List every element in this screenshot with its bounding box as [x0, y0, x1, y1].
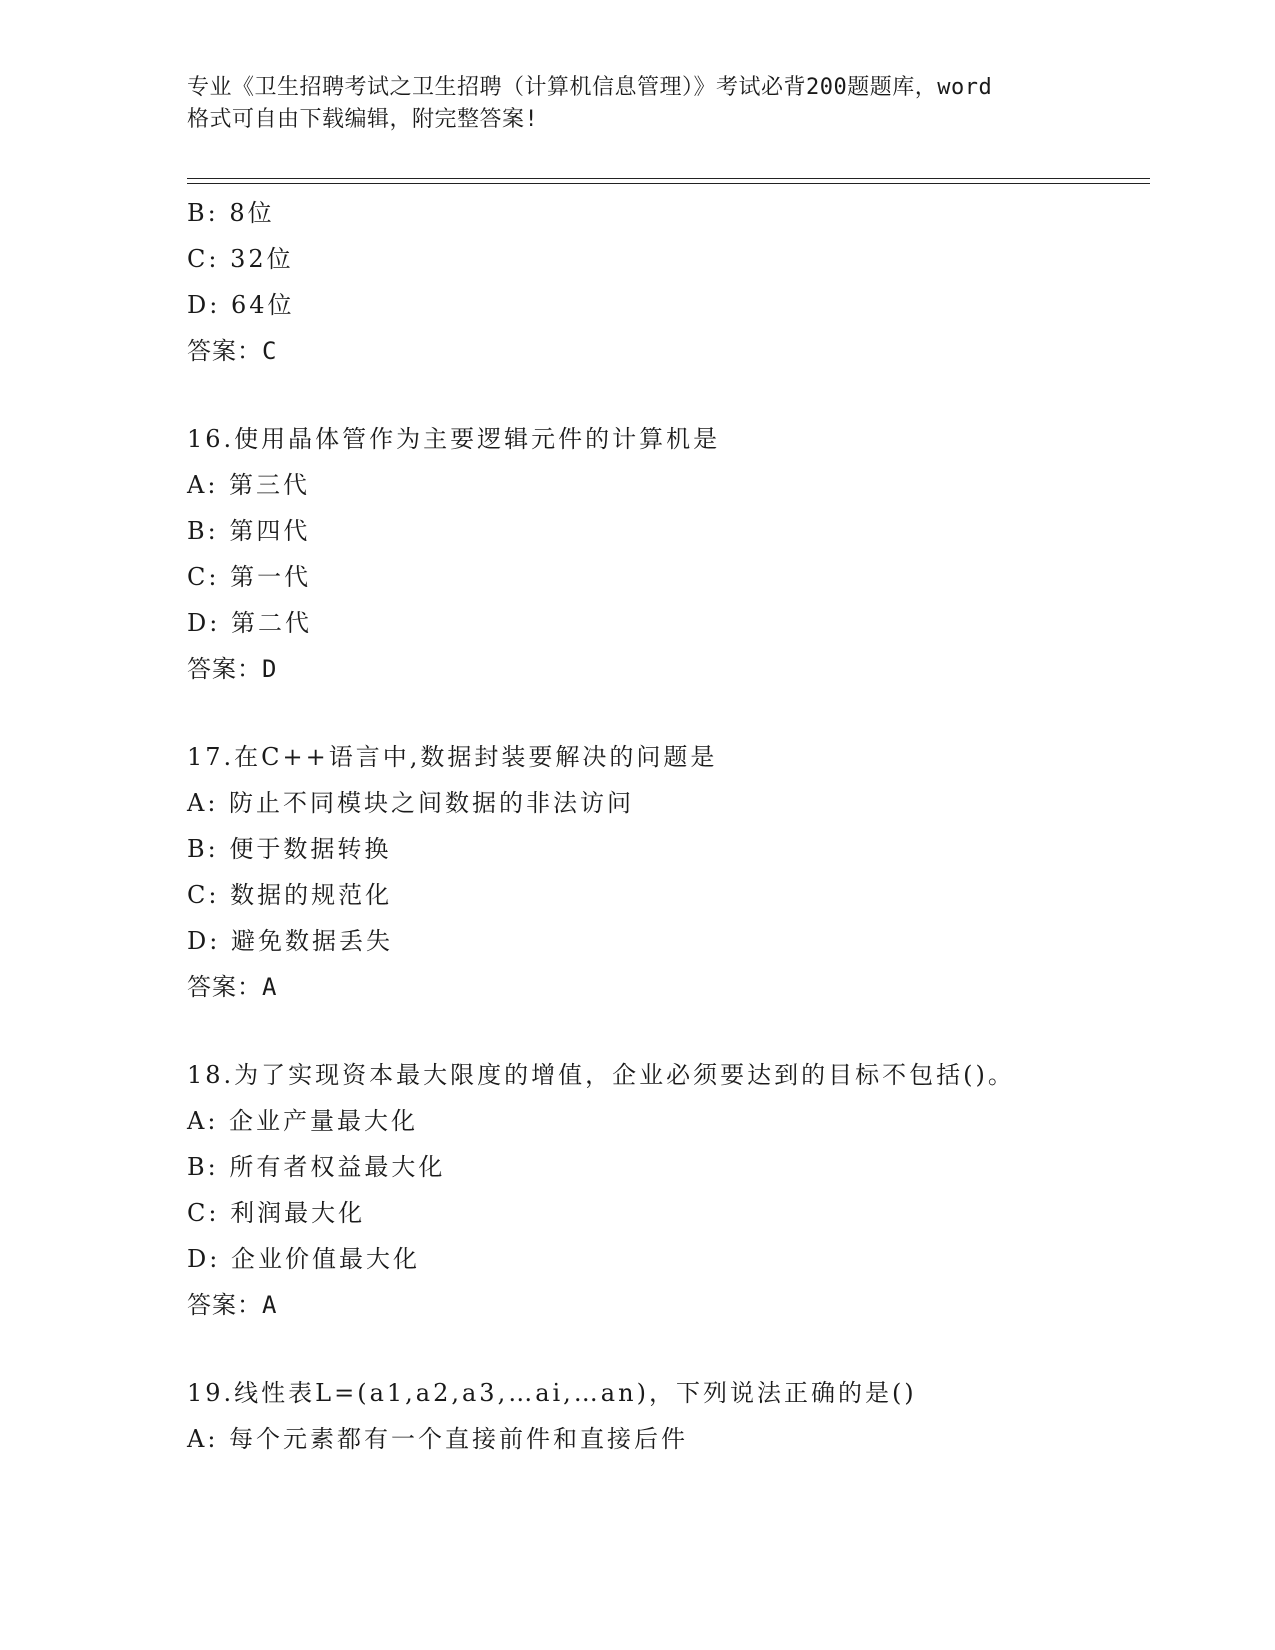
question-15-continuation	[187, 190, 1150, 374]
option-b: B: 所有者权益最大化	[187, 1153, 446, 1181]
question-18	[187, 1052, 1150, 1328]
option-d: D: 企业价值最大化	[187, 1245, 420, 1273]
answer-line: 答案：C	[187, 337, 278, 365]
header-divider-bottom	[187, 183, 1150, 184]
option-d: D: 第二代	[187, 609, 312, 637]
option-b: B: 第四代	[187, 517, 311, 545]
question-16	[187, 416, 1150, 692]
option-d: D: 64位	[187, 291, 295, 319]
option-a: A: 防止不同模块之间数据的非法访问	[187, 789, 635, 817]
option-b: B: 8位	[187, 199, 275, 227]
answer-line: 答案：A	[187, 1291, 278, 1319]
header-line-1: 专业《卫生招聘考试之卫生招聘（计算机信息管理）》考试必背200题题库，word	[187, 75, 993, 100]
option-a: A: 企业产量最大化	[187, 1107, 419, 1135]
question-stem: 18.为了实现资本最大限度的增值，企业必须要达到的目标不包括()。	[187, 1061, 1015, 1089]
option-c: C: 利润最大化	[187, 1199, 366, 1227]
question-stem: 16.使用晶体管作为主要逻辑元件的计算机是	[187, 425, 721, 453]
option-b: B: 便于数据转换	[187, 835, 392, 863]
option-d: D: 避免数据丢失	[187, 927, 393, 955]
option-a: A: 第三代	[187, 471, 311, 499]
option-c: C: 数据的规范化	[187, 881, 393, 909]
answer-line: 答案：D	[187, 655, 278, 683]
option-c: C: 第一代	[187, 563, 312, 591]
option-c: C: 32位	[187, 245, 294, 273]
question-17	[187, 734, 1150, 1010]
option-a: A: 每个元素都有一个直接前件和直接后件	[187, 1425, 689, 1453]
question-list	[187, 190, 1150, 1462]
question-stem: 17.在C++语言中,数据封装要解决的问题是	[187, 743, 718, 771]
question-stem: 19.线性表L=(a1,a2,a3,…ai,…an)，下列说法正确的是()	[187, 1379, 917, 1407]
question-19	[187, 1370, 1150, 1462]
answer-line: 答案：A	[187, 973, 278, 1001]
document-header	[187, 72, 1087, 136]
header-line-2: 格式可自由下载编辑，附完整答案!	[187, 107, 539, 132]
header-divider-top	[187, 178, 1150, 179]
